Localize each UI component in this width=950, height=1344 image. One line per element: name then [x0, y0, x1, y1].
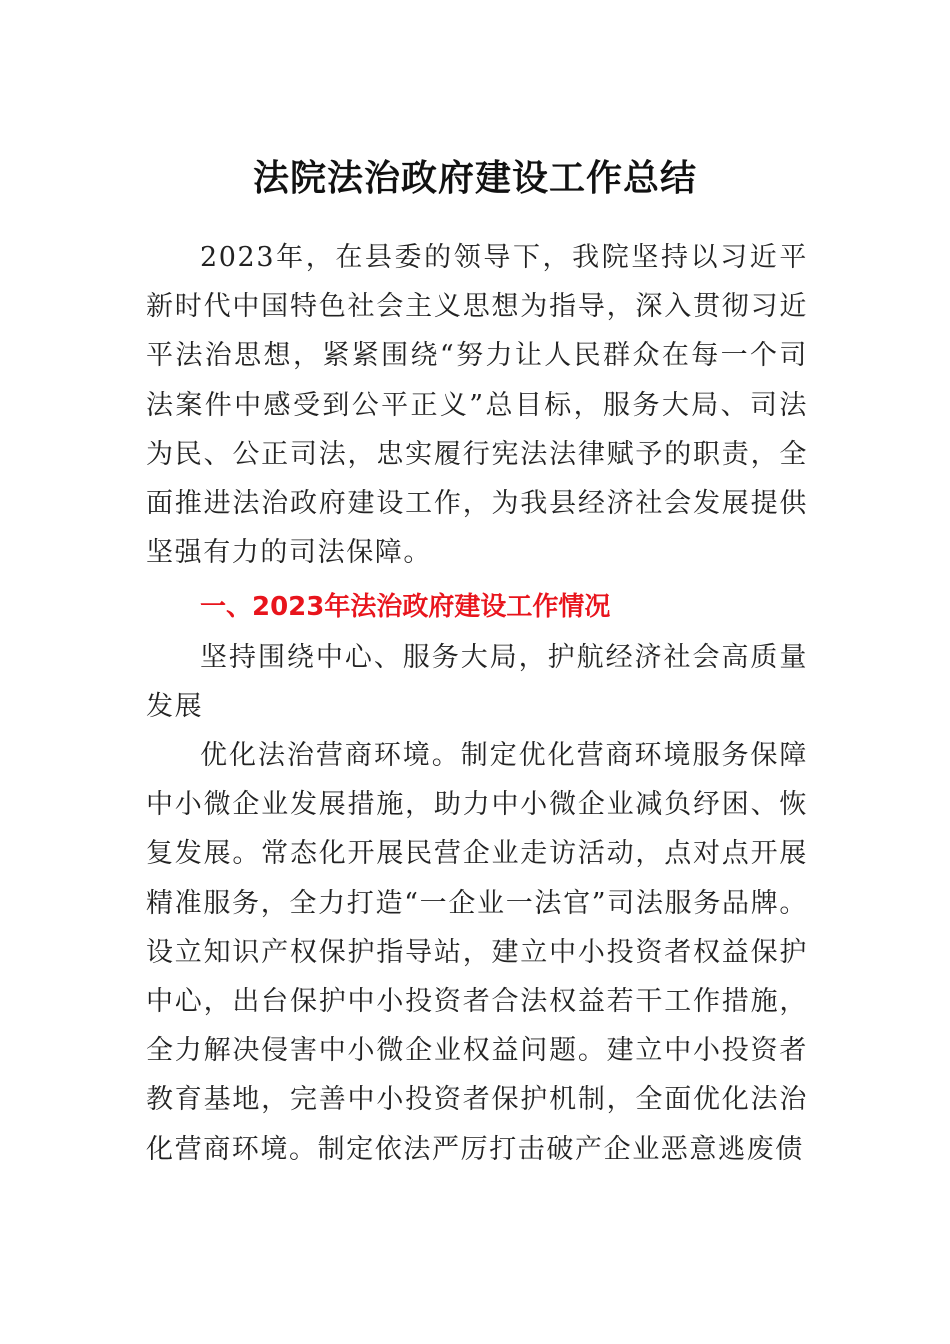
- subheading-paragraph: 坚持围绕中心、服务大局，护航经济社会高质量发展: [146, 642, 808, 723]
- intro-paragraph: 2023年，在县委的领导下，我院坚持以习近平新时代中国特色社会主义思想为指导，深入贯彻习近平法治思想，紧紧围绕“努力让人民群众在每一个司法案件中感受到公平正义”总目标，服务大局、司法为民、公正司法，忠实履行宪法法律赋予的职责，全面推进法治政府建设工作，为我县经济社会发展提供坚强有力的司法保障。: [146, 242, 808, 569]
- section-heading: 一、2023年法治政府建设工作情况: [200, 592, 611, 622]
- document-title: 法院法治政府建设工作总结: [252, 157, 697, 199]
- business-environment-paragraph: 优化法治营商环境。制定优化营商环境服务保障中小微企业发展措施，助力中小微企业减负纾困、恢复发展。常态化开展民营企业走访活动，点对点开展精准服务，全力打造“一企业一法官”司法服务品牌。设立知识产权保护指导站，建立中小投资者权益保护中心，出台保护中小投资者合法权益若干工作措施，全力解决侵害中小微企业权益问题。建立中小投资者教育基地，完善中小投资者保护机制，全面优化法治化营商环境。制定依法严厉打击破产企业恶意逃废债: [146, 740, 808, 1165]
